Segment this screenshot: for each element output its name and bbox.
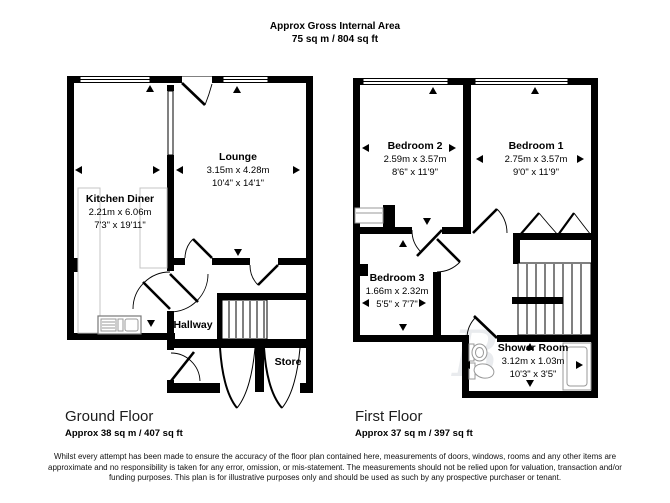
room-label-bedroom-2: Bedroom 2 2.59m x 3.57m 8'6" x 11'9" — [383, 140, 447, 178]
room-label-lounge: Lounge 3.15m x 4.28m 10'4" x 14'1" — [206, 151, 270, 189]
measure-arrow-up — [526, 343, 534, 350]
measure-arrow-up — [233, 86, 241, 93]
ground-floor-plan — [67, 76, 313, 393]
ground-floor-area: Approx 38 sq m / 407 sq ft — [65, 428, 183, 439]
measure-arrow-right — [293, 166, 300, 174]
measure-arrow-right — [577, 155, 584, 163]
stairs — [512, 263, 591, 335]
measure-arrow-up — [146, 85, 154, 92]
measure-arrow-left — [463, 361, 470, 369]
disclaimer-text: Whilst every attempt has been made to ensure the accuracy of the floor plan contained here, measurements of doors, windows, rooms and any other items are approximate and no responsibility is taken for any error, omission, or mis-statement. The measurements should not be relied upon for valuation, transaction and/or funding purposes. This plan is for illustrative purposes only and should be used as such by any prospective purchaser or tenant. — [48, 452, 622, 482]
measure-arrow-right — [576, 361, 583, 369]
stairs — [222, 300, 267, 339]
measure-arrow-left — [75, 166, 82, 174]
measure-arrow-up — [399, 240, 407, 247]
measure-arrow-down — [423, 218, 431, 225]
room-label-bedroom-1: Bedroom 1 2.75m x 3.57m 9'0" x 11'9" — [504, 140, 568, 178]
measure-arrow-down — [526, 380, 534, 387]
toilet-bowl — [473, 362, 495, 380]
measure-arrow-left — [476, 155, 483, 163]
title-line1: Approx Gross Internal Area — [269, 21, 401, 32]
room-label-kitchen-diner: Kitchen Diner 2.21m x 6.06m 7'3" x 19'11" — [85, 193, 155, 231]
measure-arrow-left — [362, 299, 369, 307]
ground-floor-name: Ground Floor — [65, 408, 154, 425]
built-in-cupboard — [355, 208, 383, 223]
ground-floor-drawing — [67, 76, 313, 421]
room-label-store: Store — [274, 356, 302, 368]
measure-arrow-left — [362, 144, 369, 152]
kitchen-sink — [98, 316, 141, 334]
room-label-bedroom-3: Bedroom 3 1.66m x 2.32m 5'5" x 7'7" — [365, 272, 429, 310]
measure-arrow-right — [153, 166, 160, 174]
measure-arrow-down — [234, 249, 242, 256]
measure-arrow-right — [419, 299, 426, 307]
page-title — [0, 20, 670, 46]
measure-arrow-down — [399, 324, 407, 331]
first-floor-name: First Floor — [355, 408, 423, 425]
measure-arrow-up — [531, 87, 539, 94]
room-label-shower-room: Shower Room 3.12m x 1.03m 10'3" x 3'5" — [497, 342, 569, 380]
measure-arrow-left — [176, 166, 183, 174]
first-floor-plan — [353, 78, 598, 398]
measure-arrow-up — [429, 87, 437, 94]
first-floor-area: Approx 37 sq m / 397 sq ft — [355, 428, 473, 439]
measure-arrow-right — [449, 144, 456, 152]
title-line2: 75 sq m / 804 sq ft — [291, 34, 379, 45]
walls — [67, 76, 313, 393]
room-label-hallway: Hallway — [173, 319, 213, 331]
measure-arrow-down — [147, 320, 155, 327]
